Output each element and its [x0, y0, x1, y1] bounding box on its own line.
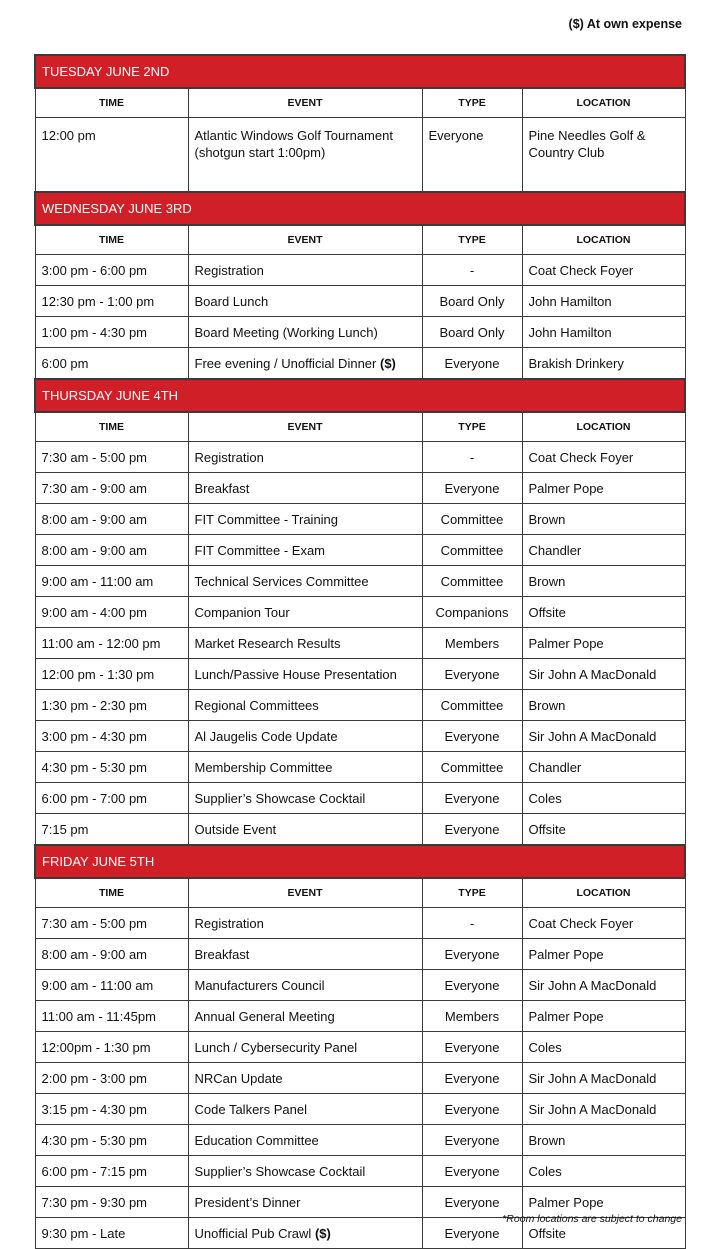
event-name: Al Jaugelis Code Update [194, 728, 338, 744]
own-expense-marker: ($) [379, 355, 396, 371]
event-type: Committee [422, 690, 522, 721]
event-row [35, 348, 685, 380]
event-name-cell [188, 721, 422, 752]
event-name-cell [188, 752, 422, 783]
event-row [35, 1125, 685, 1156]
event-time: 3:00 pm - 4:30 pm [35, 721, 188, 752]
event-time: 3:00 pm - 6:00 pm [35, 255, 188, 286]
event-type: Everyone [422, 659, 522, 690]
day-header-row [35, 845, 685, 878]
event-name: Registration [194, 915, 264, 931]
event-row [35, 1094, 685, 1125]
event-type: Everyone [422, 473, 522, 504]
event-name: Registration [194, 449, 264, 465]
event-row [35, 970, 685, 1001]
event-location: Offsite [522, 1218, 685, 1249]
event-row [35, 939, 685, 970]
event-location: Pine Needles Golf & Country Club [522, 118, 685, 193]
event-location: Palmer Pope [522, 473, 685, 504]
event-name: Supplier’s Showcase Cocktail [194, 1163, 366, 1179]
event-time: 2:00 pm - 3:00 pm [35, 1063, 188, 1094]
event-type: Board Only [422, 286, 522, 317]
event-location: Coles [522, 783, 685, 814]
event-row [35, 1063, 685, 1094]
event-row [35, 442, 685, 473]
event-name: FIT Committee - Exam [194, 542, 326, 558]
event-name-cell [188, 1032, 422, 1063]
event-type: Committee [422, 566, 522, 597]
event-time: 6:00 pm [35, 348, 188, 380]
location-column-header: LOCATION [522, 412, 685, 442]
event-name-cell [188, 118, 422, 193]
event-location: Brown [522, 1125, 685, 1156]
event-name-cell [188, 783, 422, 814]
event-name-cell [188, 1218, 422, 1249]
event-location: Coat Check Foyer [522, 908, 685, 939]
type-column-header: TYPE [422, 225, 522, 255]
event-type: Committee [422, 504, 522, 535]
event-name-cell [188, 814, 422, 846]
event-name-cell [188, 286, 422, 317]
type-column-header: TYPE [422, 88, 522, 118]
event-location: Palmer Pope [522, 1187, 685, 1218]
time-column-header: TIME [35, 412, 188, 442]
event-name-cell [188, 535, 422, 566]
event-name: Board Lunch [194, 293, 269, 309]
event-name-cell [188, 317, 422, 348]
event-name-cell [188, 255, 422, 286]
event-type: Everyone [422, 1063, 522, 1094]
event-type: Everyone [422, 1156, 522, 1187]
event-time: 8:00 am - 9:00 am [35, 504, 188, 535]
event-row [35, 255, 685, 286]
event-type: - [422, 908, 522, 939]
location-column-header: LOCATION [522, 225, 685, 255]
event-name: Lunch/Passive House Presentation [194, 666, 397, 682]
column-header-row [35, 412, 685, 442]
event-name: Registration [194, 262, 264, 278]
event-row [35, 566, 685, 597]
event-name-cell [188, 566, 422, 597]
event-time: 6:00 pm - 7:15 pm [35, 1156, 188, 1187]
event-name-cell [188, 473, 422, 504]
schedule-body [35, 55, 685, 1249]
event-row [35, 504, 685, 535]
event-time: 1:30 pm - 2:30 pm [35, 690, 188, 721]
event-name-cell [188, 908, 422, 939]
event-location: Brown [522, 566, 685, 597]
event-name: Annual General Meeting [194, 1008, 335, 1024]
event-row [35, 1032, 685, 1063]
event-location: Sir John A MacDonald [522, 1094, 685, 1125]
event-name: Code Talkers Panel [194, 1101, 307, 1117]
event-name: Market Research Results [194, 635, 341, 651]
event-time: 7:15 pm [35, 814, 188, 846]
event-location: Sir John A MacDonald [522, 1063, 685, 1094]
event-location: Sir John A MacDonald [522, 721, 685, 752]
event-name-cell [188, 970, 422, 1001]
event-name: Supplier’s Showcase Cocktail [194, 790, 366, 806]
event-type: Committee [422, 535, 522, 566]
event-name-cell [188, 1001, 422, 1032]
column-header-row [35, 878, 685, 908]
event-time: 9:00 am - 11:00 am [35, 566, 188, 597]
event-name: Unofficial Pub Crawl [194, 1225, 312, 1241]
expense-legend: ($) At own expense [568, 17, 682, 31]
day-title: TUESDAY JUNE 2ND [35, 55, 685, 88]
event-row [35, 752, 685, 783]
event-row [35, 317, 685, 348]
event-location: Brown [522, 504, 685, 535]
event-name: Board Meeting (Working Lunch) [194, 324, 378, 340]
event-name: FIT Committee - Training [194, 511, 339, 527]
event-location: Offsite [522, 814, 685, 846]
event-name-cell [188, 1094, 422, 1125]
event-name: Companion Tour [194, 604, 290, 620]
type-column-header: TYPE [422, 412, 522, 442]
event-name: Membership Committee [194, 759, 333, 775]
room-change-footnote: *Room locations are subject to change [502, 1213, 682, 1225]
event-type: Members [422, 1001, 522, 1032]
event-name: Atlantic Windows Golf Tournament (shotgun start 1:00pm) [194, 128, 393, 160]
event-name-cell [188, 1125, 422, 1156]
day-title: WEDNESDAY JUNE 3RD [35, 192, 685, 225]
event-row [35, 783, 685, 814]
event-row [35, 1156, 685, 1187]
event-name: Manufacturers Council [194, 977, 325, 993]
event-location: Coat Check Foyer [522, 255, 685, 286]
event-type: - [422, 255, 522, 286]
event-name-cell [188, 939, 422, 970]
time-column-header: TIME [35, 225, 188, 255]
event-name: Technical Services Committee [194, 573, 369, 589]
day-header-row [35, 379, 685, 412]
event-time: 12:30 pm - 1:00 pm [35, 286, 188, 317]
event-location: Chandler [522, 752, 685, 783]
event-time: 4:30 pm - 5:30 pm [35, 752, 188, 783]
event-name-cell [188, 348, 422, 380]
event-name-cell [188, 1156, 422, 1187]
event-time: 7:30 am - 5:00 pm [35, 908, 188, 939]
event-location: Coat Check Foyer [522, 442, 685, 473]
event-row [35, 1001, 685, 1032]
event-name-cell [188, 504, 422, 535]
location-column-header: LOCATION [522, 878, 685, 908]
event-time: 3:15 pm - 4:30 pm [35, 1094, 188, 1125]
event-row [35, 597, 685, 628]
event-row [35, 659, 685, 690]
schedule-table-container [34, 54, 684, 1249]
event-location: John Hamilton [522, 286, 685, 317]
event-type: Companions [422, 597, 522, 628]
event-location: John Hamilton [522, 317, 685, 348]
event-time: 9:30 pm - Late [35, 1218, 188, 1249]
column-header-row [35, 88, 685, 118]
event-time: 12:00 pm [35, 118, 188, 193]
event-time: 11:00 am - 11:45pm [35, 1001, 188, 1032]
event-name-cell [188, 628, 422, 659]
event-location: Chandler [522, 535, 685, 566]
event-column-header: EVENT [188, 412, 422, 442]
event-row [35, 908, 685, 939]
event-column-header: EVENT [188, 878, 422, 908]
event-type: Everyone [422, 118, 522, 193]
event-type: Everyone [422, 1187, 522, 1218]
event-time: 1:00 pm - 4:30 pm [35, 317, 188, 348]
event-name-cell [188, 1187, 422, 1218]
type-column-header: TYPE [422, 878, 522, 908]
day-header-row [35, 55, 685, 88]
event-time: 7:30 am - 5:00 pm [35, 442, 188, 473]
event-location: Sir John A MacDonald [522, 659, 685, 690]
event-time: 8:00 am - 9:00 am [35, 939, 188, 970]
event-time: 12:00 pm - 1:30 pm [35, 659, 188, 690]
event-type: Everyone [422, 348, 522, 380]
event-name: Breakfast [194, 480, 250, 496]
event-name: President’s Dinner [194, 1194, 301, 1210]
event-type: Everyone [422, 1125, 522, 1156]
event-name: Breakfast [194, 946, 250, 962]
event-type: Everyone [422, 814, 522, 846]
event-type: Everyone [422, 970, 522, 1001]
event-name: Education Committee [194, 1132, 319, 1148]
event-row [35, 690, 685, 721]
event-name-cell [188, 659, 422, 690]
event-row [35, 286, 685, 317]
event-name: Lunch / Cybersecurity Panel [194, 1039, 358, 1055]
event-name-cell [188, 1063, 422, 1094]
event-time: 11:00 am - 12:00 pm [35, 628, 188, 659]
event-time: 8:00 am - 9:00 am [35, 535, 188, 566]
event-location: Brown [522, 690, 685, 721]
event-row [35, 473, 685, 504]
event-type: Board Only [422, 317, 522, 348]
event-name: Outside Event [194, 821, 277, 837]
event-location: Palmer Pope [522, 1001, 685, 1032]
event-time: 7:30 am - 9:00 am [35, 473, 188, 504]
event-row [35, 721, 685, 752]
event-name: Free evening / Unofficial Dinner [194, 355, 377, 371]
event-column-header: EVENT [188, 88, 422, 118]
event-time: 6:00 pm - 7:00 pm [35, 783, 188, 814]
event-name: Regional Committees [194, 697, 319, 713]
schedule-table [34, 54, 686, 1249]
event-type: Members [422, 628, 522, 659]
event-time: 9:00 am - 11:00 am [35, 970, 188, 1001]
time-column-header: TIME [35, 878, 188, 908]
event-type: Everyone [422, 1094, 522, 1125]
time-column-header: TIME [35, 88, 188, 118]
event-location: Palmer Pope [522, 628, 685, 659]
event-type: Everyone [422, 939, 522, 970]
event-column-header: EVENT [188, 225, 422, 255]
event-name-cell [188, 690, 422, 721]
event-location: Offsite [522, 597, 685, 628]
event-name-cell [188, 597, 422, 628]
event-location: Palmer Pope [522, 939, 685, 970]
event-time: 4:30 pm - 5:30 pm [35, 1125, 188, 1156]
column-header-row [35, 225, 685, 255]
event-type: Everyone [422, 783, 522, 814]
day-title: FRIDAY JUNE 5TH [35, 845, 685, 878]
event-name-cell [188, 442, 422, 473]
event-location: Brakish Drinkery [522, 348, 685, 380]
event-type: Everyone [422, 721, 522, 752]
event-type: Committee [422, 752, 522, 783]
own-expense-marker: ($) [314, 1225, 331, 1241]
event-time: 7:30 pm - 9:30 pm [35, 1187, 188, 1218]
event-type: Everyone [422, 1218, 522, 1249]
event-time: 9:00 am - 4:00 pm [35, 597, 188, 628]
event-time: 12:00pm - 1:30 pm [35, 1032, 188, 1063]
event-location: Coles [522, 1156, 685, 1187]
day-header-row [35, 192, 685, 225]
event-row [35, 535, 685, 566]
event-row [35, 118, 685, 193]
event-row [35, 814, 685, 846]
event-row [35, 628, 685, 659]
event-type: Everyone [422, 1032, 522, 1063]
event-location: Sir John A MacDonald [522, 970, 685, 1001]
location-column-header: LOCATION [522, 88, 685, 118]
event-name: NRCan Update [194, 1070, 283, 1086]
event-type: - [422, 442, 522, 473]
event-location: Coles [522, 1032, 685, 1063]
day-title: THURSDAY JUNE 4TH [35, 379, 685, 412]
